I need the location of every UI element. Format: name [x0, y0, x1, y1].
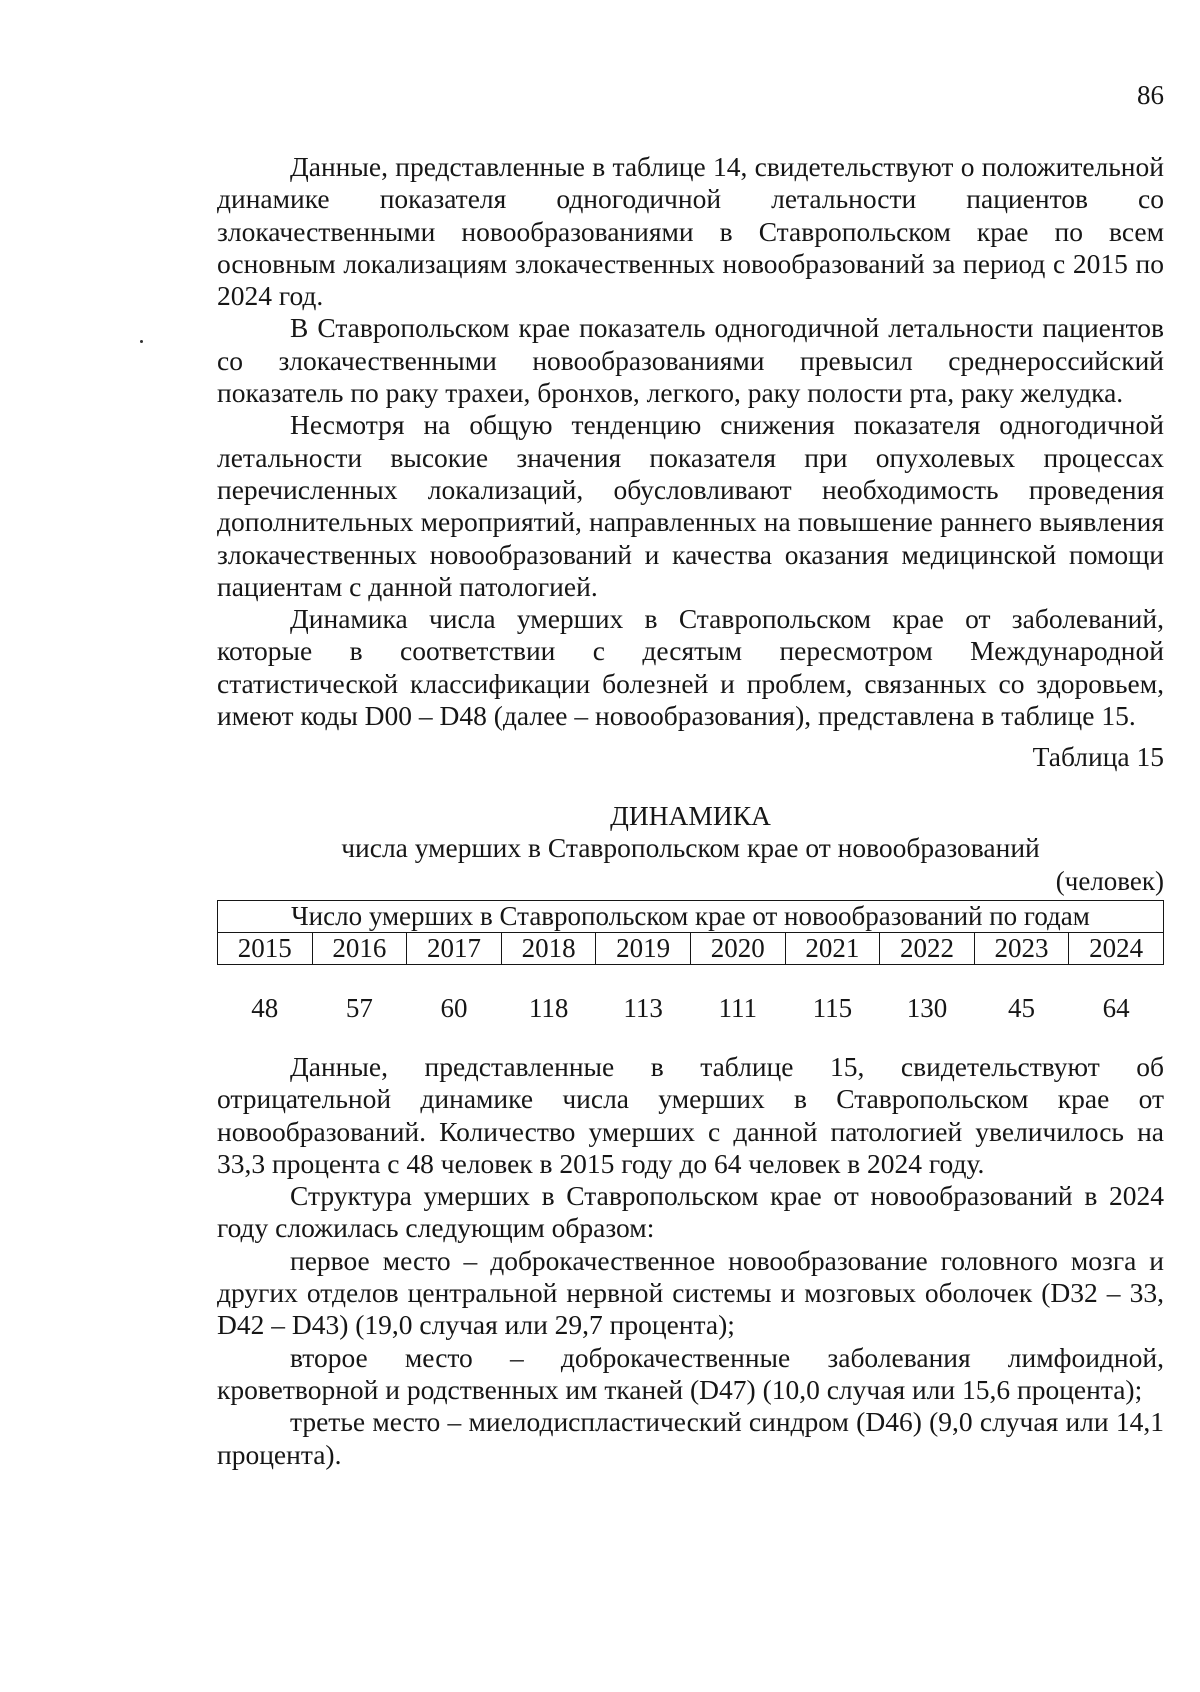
- value-cell: 115: [812, 993, 853, 1023]
- paragraph: второе место – доброкачественные заболевания лимфоидной, кроветворной и родственных им тканей (D47) (10,0 случая или 15,6 процента);: [217, 1341, 1164, 1405]
- table-header: Число умерших в Ставропольском крае от новообразований по годам: [218, 901, 1164, 933]
- value-cell: 118: [528, 993, 569, 1023]
- value-cell: 130: [906, 993, 948, 1023]
- table-subtitle: числа умерших в Ставропольском крае от новообразований: [341, 832, 1040, 863]
- value-cell: 57: [345, 993, 373, 1023]
- scan-speck: [140, 340, 143, 343]
- year-cell: 2015: [218, 933, 313, 965]
- text-block-top: [217, 151, 1164, 732]
- years-row: [218, 933, 1164, 965]
- value-cell: 113: [623, 993, 663, 1023]
- paragraph: Несмотря на общую тенденцию снижения показателя одногодичной летальности высокие значения показателя при опухолевых процессах перечисленных локализаций, обусловливают необходимость проведения дополнительных мероприятий, направленных на повышение раннего выявления злокачественных новообразований и качества оказания медицинской помощи пациентам с данной патологией.: [217, 409, 1164, 602]
- year-cell: 2022: [880, 933, 975, 965]
- value-cell: 45: [1008, 993, 1036, 1023]
- year-cell: 2024: [1069, 933, 1164, 965]
- paragraph: третье место – миелодиспластический синдром (D46) (9,0 случая или 14,1 процента).: [217, 1406, 1164, 1470]
- paragraph: Динамика числа умерших в Ставропольском крае от заболеваний, которые в соответствии с десятым пересмотром Международной статистической классификации болезней и проблем, связанных со здоровьем, имеют коды D00 – D48 (далее – новообразования), представлена в таблице 15.: [217, 603, 1164, 732]
- year-cell: 2021: [785, 933, 880, 965]
- year-cell: 2017: [407, 933, 502, 965]
- table-title: ДИНАМИКА: [610, 800, 771, 831]
- year-cell: 2019: [596, 933, 691, 965]
- value-cell: 60: [440, 993, 468, 1023]
- year-cell: 2018: [501, 933, 596, 965]
- paragraph: Данные, представленные в таблице 15, свидетельствуют об отрицательной динамике числа умерших в Ставропольском крае от новообразований. Количество умерших с данной патологией увеличилось на 33,3 процента с 48 человек в 2015 году до 64 человек в 2024 году.: [217, 1051, 1164, 1179]
- paragraph: первое место – доброкачественное новообразование головного мозга и других отделов центральной нервной системы и мозговых оболочек (D32 – 33, D42 – D43) (19,0 случая или 29,7 процента);: [217, 1244, 1164, 1341]
- value-cell: 111: [718, 993, 758, 1023]
- value-cell: 48: [251, 993, 279, 1023]
- year-cell: 2023: [974, 933, 1069, 965]
- paragraph: Данные, представленные в таблице 14, свидетельствуют о положительной динамике показателя одногодичной летальности пациентов со злокачественными новообразованиями в Ставропольском крае по всем основным локализациям злокачественных новообразований за период с 2015 по 2024 год.: [217, 151, 1164, 312]
- paragraph: В Ставропольском крае показатель одногодичной летальности пациентов со злокачественными новообразованиями превысил среднероссийский показатель по раку трахеи, бронхов, легкого, раку полости рта, раку желудка.: [217, 312, 1164, 409]
- paragraph: Структура умерших в Ставропольском крае от новообразований в 2024 году сложилась следующим образом:: [217, 1180, 1164, 1244]
- table-label: Таблица 15: [1032, 741, 1164, 772]
- text-block-bottom: [217, 1051, 1164, 1471]
- page-number: 86: [1137, 80, 1164, 110]
- year-cell: 2020: [690, 933, 785, 965]
- deaths-table: [217, 900, 1164, 1023]
- unit-label: (человек): [1055, 866, 1164, 896]
- table-header-row: [218, 901, 1164, 933]
- year-cell: 2016: [312, 933, 407, 965]
- values-row: [218, 965, 1164, 1024]
- value-cell: 64: [1102, 993, 1130, 1023]
